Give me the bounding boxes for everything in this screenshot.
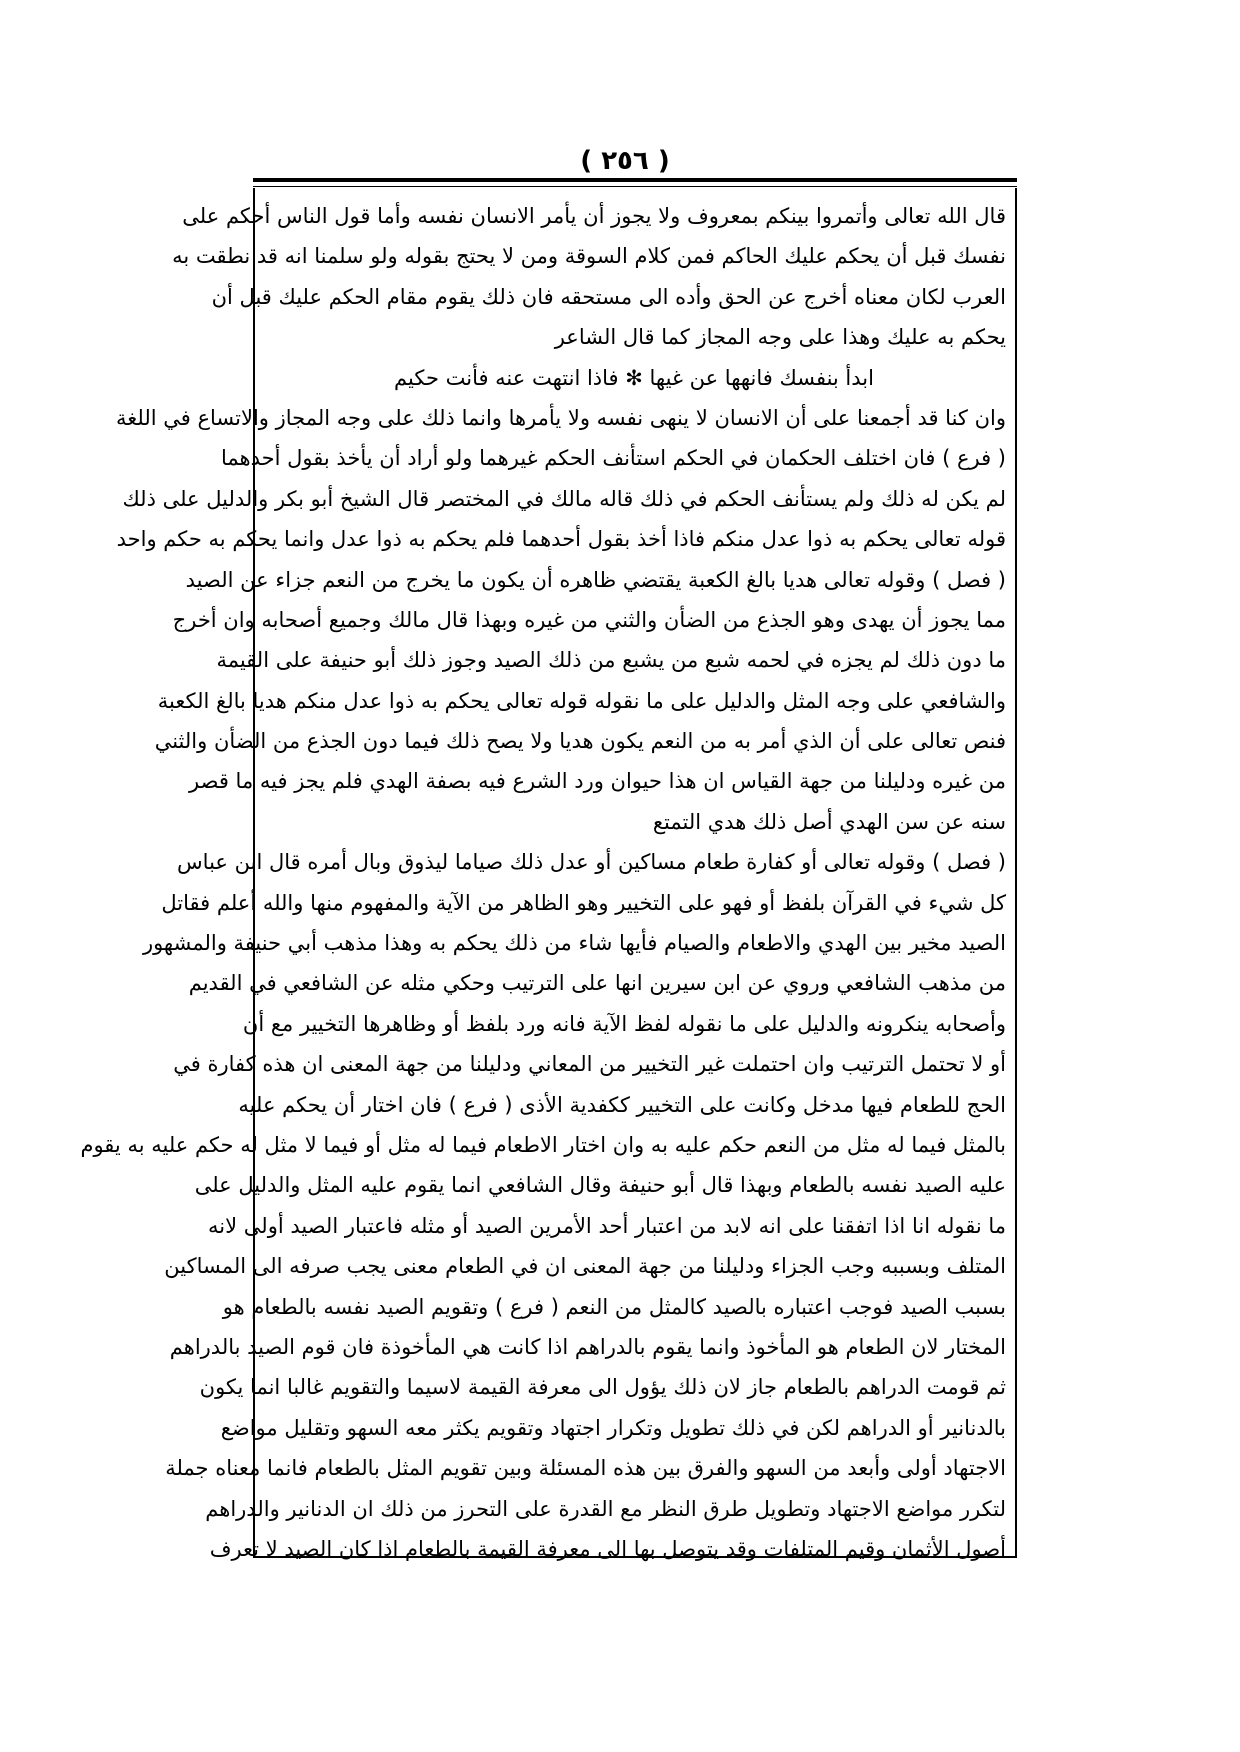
text-line: العرب لكان معناه أخرج عن الحق وأده الى مستحقه فان ذلك يقوم مقام الحكم عليك قبل أن: [211, 284, 1006, 309]
text-line: بالدنانير أو الدراهم لكن في ذلك تطويل وتكرار اجتهاد وتقويم يكثر معه السهو وتقليل مواضع: [220, 1415, 1006, 1440]
top-rule-thick: [253, 178, 1017, 182]
bottom-rule: [253, 1556, 1017, 1558]
text-line: بسبب الصيد فوجب اعتباره بالصيد كالمثل من النعم ( فرع ) وتقويم الصيد نفسه بالطعام هو: [222, 1294, 1006, 1319]
text-line: من غيره ودليلنا من جهة القياس ان هذا حيوان ورد الشرع فيه بصفة الهدي فلم يجز فيه ما قصر: [189, 769, 1006, 794]
text-line: أو لا تحتمل الترتيب وان احتملت غير التخيير من المعاني ودليلنا من جهة المعنى ان هذه كفارة في: [173, 1052, 1006, 1077]
text-line: أصول الأثمان وقيم المتلفات وقد يتوصل بها الى معرفة القيمة بالطعام اذا كان الصيد لا تعرف: [209, 1536, 1006, 1561]
text-line: والشافعي على وجه المثل والدليل على ما نقوله قوله تعالى يحكم به ذوا عدل منكم هديا بالغ الكعبة: [157, 688, 1006, 713]
text-line: ( فصل ) وقوله تعالى هديا بالغ الكعبة يقتضي ظاهره أن يكون ما يخرج من النعم جزاء عن الصيد: [185, 567, 1006, 592]
text-line: الاجتهاد أولى وأبعد من السهو والفرق بين هذه المسئلة وبين تقويم المثل بالطعام فانما معناه جملة: [165, 1456, 1006, 1481]
text-line: قال الله تعالى وأتمروا بينكم بمعروف ولا يجوز أن يأمر الانسان نفسه وأما قول الناس أحكم على: [182, 204, 1006, 228]
text-line: المختار لان الطعام هو المأخوذ وانما يقوم بالدراهم اذا كانت هي المأخوذة فان قوم الصيد بالدراهم: [169, 1334, 1006, 1359]
text-line: يحكم به عليك وهذا على وجه المجاز كما قال الشاعر: [554, 325, 1006, 350]
body-text: [80, 196, 1006, 1569]
text-line: لتكرر مواضع الاجتهاد وتطويل طرق النظر مع القدرة على التحرز من ذلك ان الدنانير والدراهم: [205, 1496, 1006, 1521]
text-line: ما نقوله انا اذا اتفقنا على انه لابد من اعتبار أحد الأمرين الصيد أو مثله فاعتبار الصيد أولى لانه: [208, 1213, 1006, 1238]
top-rule-thin: [253, 186, 1017, 187]
text-line: ( فصل ) وقوله تعالى أو كفارة طعام مساكين أو عدل ذلك صياما ليذوق وبال أمره قال ابن عباس: [177, 850, 1006, 875]
text-line: وان كنا قد أجمعنا على أن الانسان لا ينهى نفسه ولا يأمرها وانما ذلك على وجه المجاز والاتساع في اللغة: [116, 405, 1006, 430]
text-line: سنه عن سن الهدي أصل ذلك هدي التمتع: [652, 809, 1006, 834]
text-line: ( فرع ) فان اختلف الحكمان في الحكم استأنف الحكم غيرهما ولو أراد أن يأخذ بقول أحدهما: [220, 446, 1006, 471]
page-number: ( ٢٥٦ ): [580, 146, 670, 176]
text-line: عليه الصيد نفسه بالطعام وبهذا قال أبو حنيفة وقال الشافعي انما يقوم عليه المثل والدليل على: [194, 1173, 1006, 1198]
text-line: ما دون ذلك لم يجزه في لحمه شبع من يشبع من ذلك الصيد وجوز ذلك أبو حنيفة على القيمة: [216, 648, 1006, 673]
text-line: المتلف وبسببه وجب الجزاء ودليلنا من جهة المعنى ان في الطعام معنى يجب صرفه الى المساكين: [164, 1254, 1006, 1279]
text-line: الصيد مخير بين الهدي والاطعام والصيام فأيها شاء من ذلك يحكم به وهذا مذهب أبي حنيفة والمشهور: [142, 931, 1006, 956]
text-line: لم يكن له ذلك ولم يستأنف الحكم في ذلك قاله مالك في المختصر قال الشيخ أبو بكر والدليل على ذلك: [122, 486, 1006, 511]
text-line: قوله تعالى يحكم به ذوا عدل منكم فاذا أخذ بقول أحدهما فلم يحكم به ذوا عدل وانما يحكم به حكم واحد: [116, 527, 1006, 552]
text-line: نفسك قبل أن يحكم عليك الحاكم فمن كلام السوقة ومن لا يحتج بقوله ولو سلمنا انه قد نطقت به: [172, 244, 1006, 269]
text-line: وأصحابه ينكرونه والدليل على ما نقوله لفظ الآية فانه ورد بلفظ أو وظاهرها التخيير مع أن: [242, 1011, 1006, 1036]
text-line: بالمثل فيما له مثل من النعم حكم عليه به وان اختار الاطعام فيما له مثل أو فيما لا مثل له حكم عليه به يقوم: [80, 1132, 1006, 1157]
poetry-verse: ابدأ بنفسك فانهها عن غيها ✻ فاذا انتهت عنه فأنت حكيم: [394, 365, 874, 390]
text-line: مما يجوز أن يهدى وهو الجذع من الضأن والثني من غيره وبهذا قال مالك وجميع أصحابه وان أخرج: [172, 607, 1006, 632]
text-line: فنص تعالى على أن الذي أمر به من النعم يكون هديا ولا يصح ذلك فيما دون الجذع من الضأن والثني: [154, 729, 1006, 754]
text-line: الحج للطعام فيها مدخل وكانت على التخيير ككفدية الأذى ( فرع ) فان اختار أن يحكم عليه: [238, 1092, 1006, 1117]
text-line: كل شيء في القرآن بلفظ أو فهو على التخيير وهو الظاهر من الآية والمفهوم منها والله أعلم فقاتل: [161, 890, 1006, 915]
text-line: من مذهب الشافعي وروي عن ابن سيرين انها على الترتيب وحكي مثله عن الشافعي في القديم: [188, 971, 1006, 996]
text-line: ثم قومت الدراهم بالطعام جاز لان ذلك يؤول الى معرفة القيمة لاسيما والتقويم غالبا انما يكون: [199, 1375, 1006, 1400]
